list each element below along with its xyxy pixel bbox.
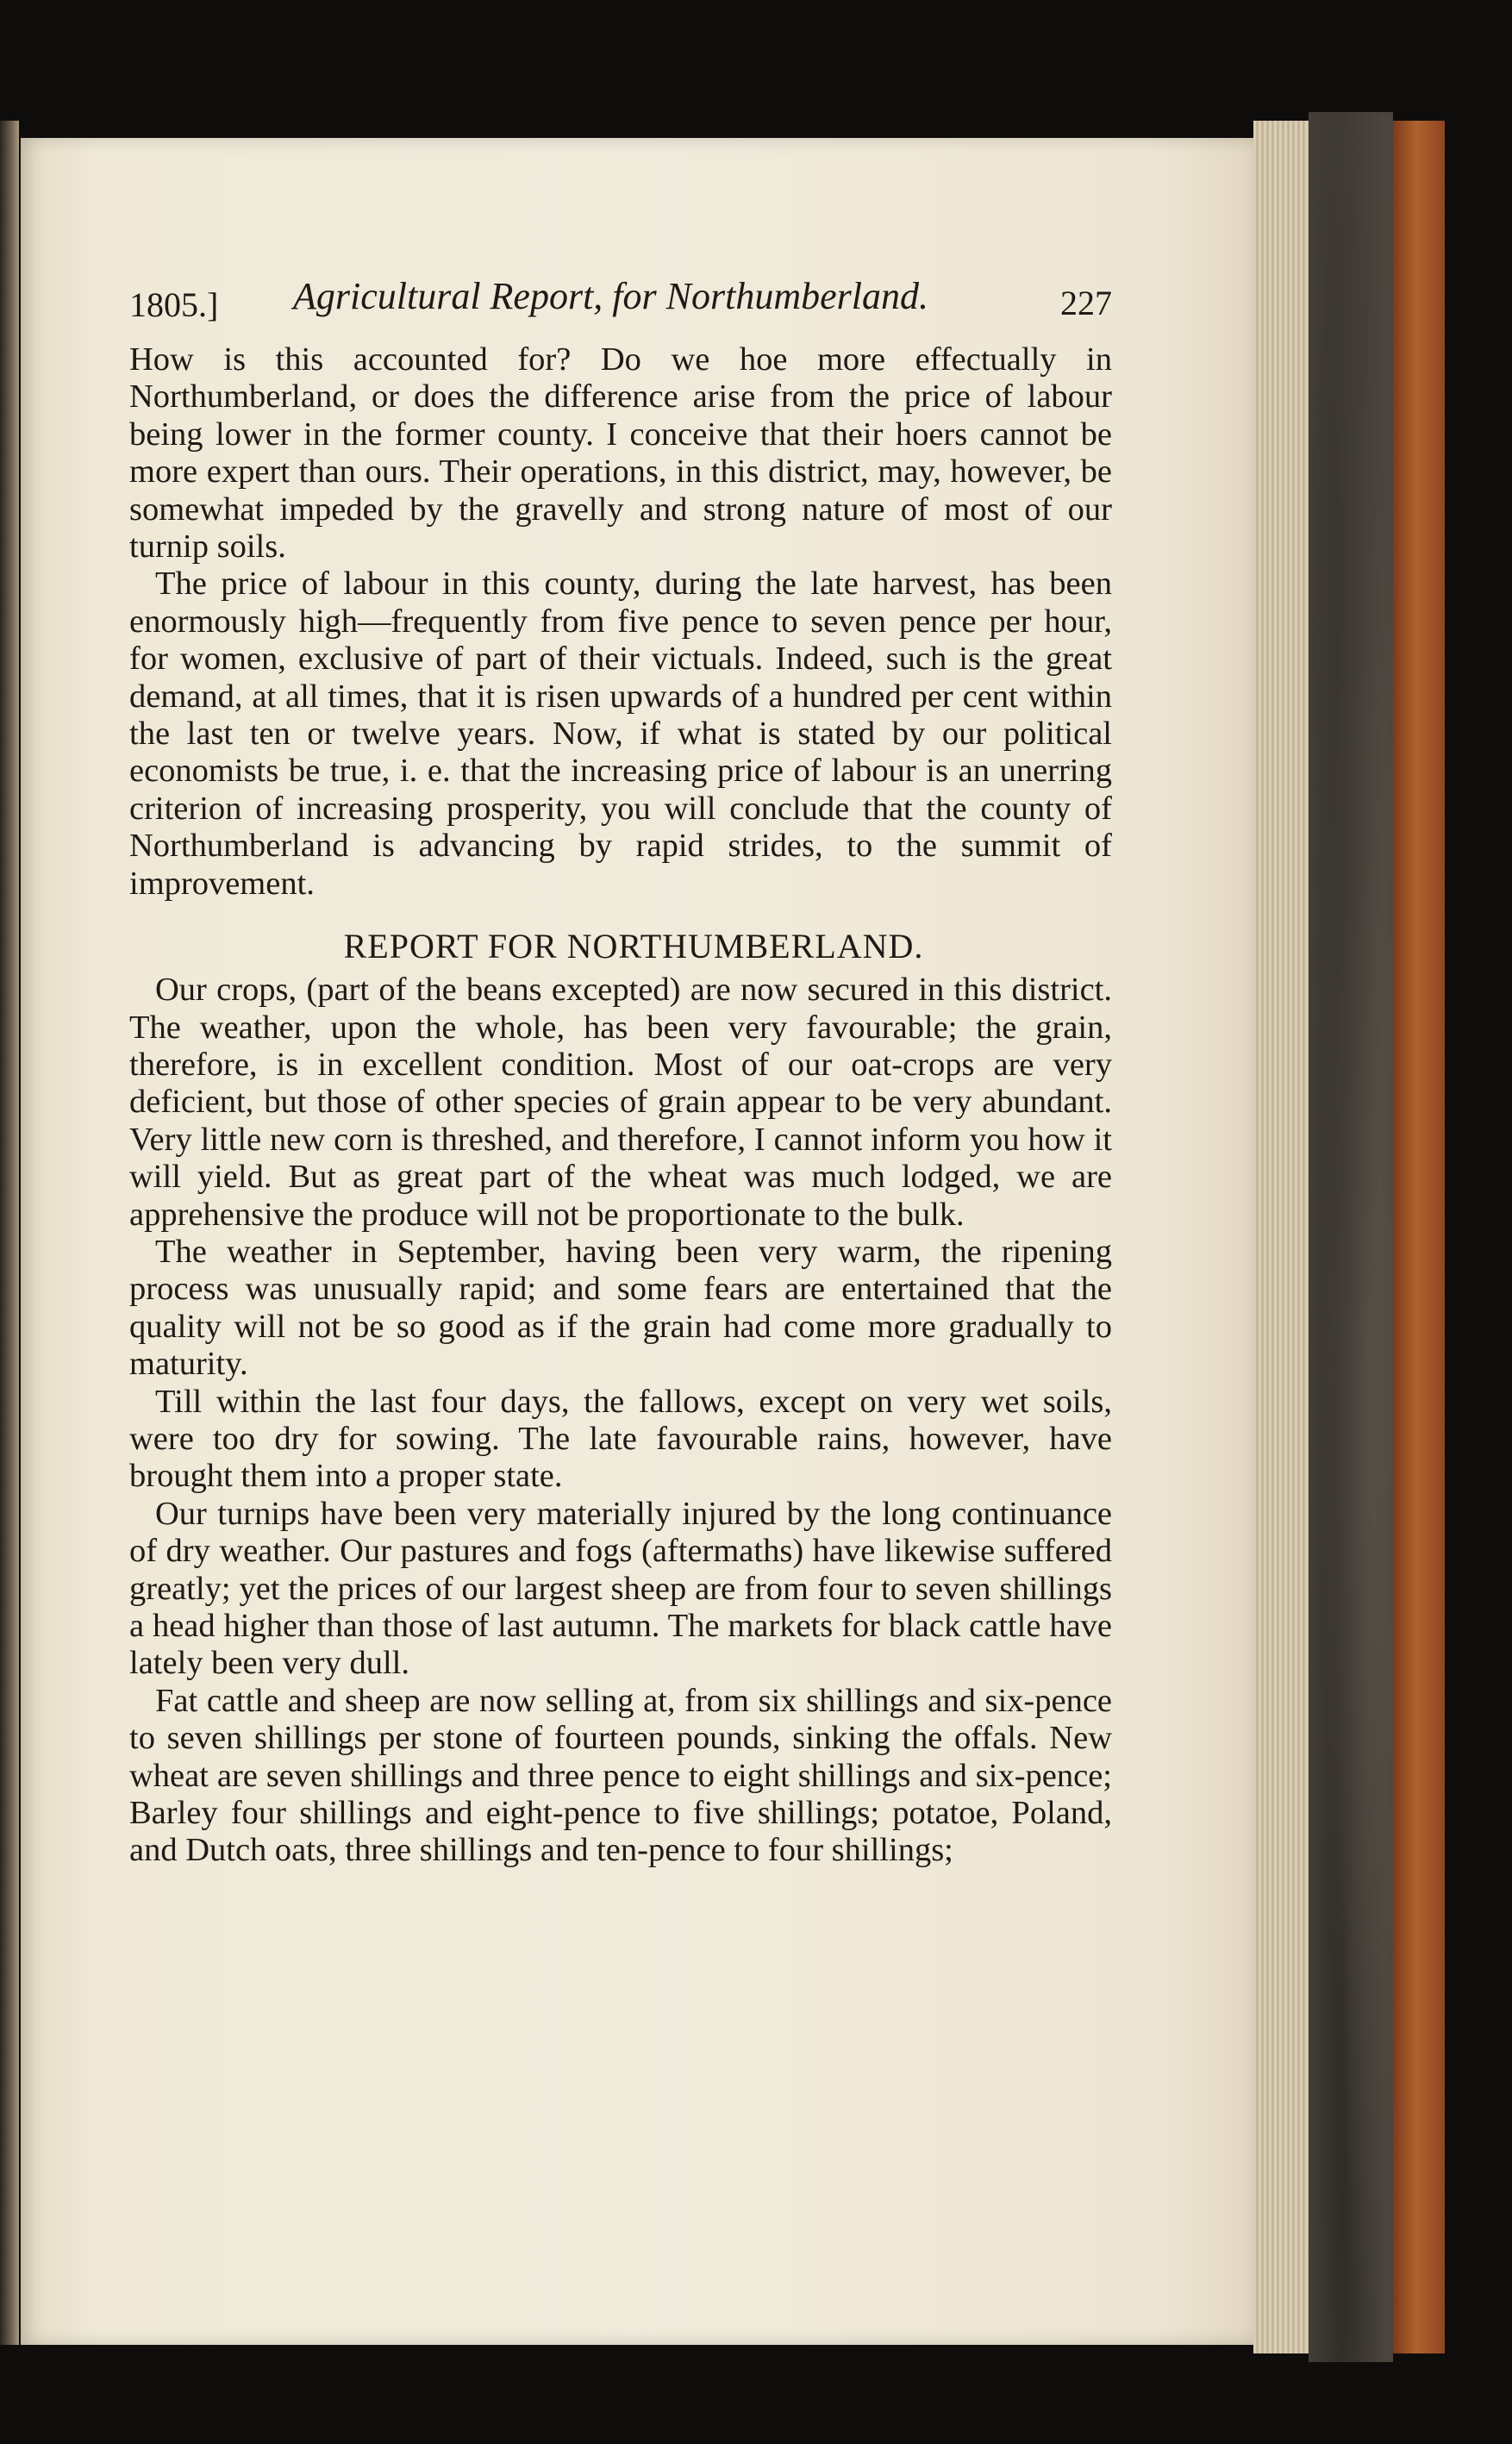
paragraph: How is this accounted for? Do we hoe more effectually in Northumberland, or does the difference arise from the price of labour being lower in the former county. I conceive that their hoers cannot be more expert than ours. Their operations, in this district, may, however, be somewhat impeded by the gravelly and strong nature of most of our turnip soils. bbox=[129, 341, 1112, 566]
header-title: Agricultural Report, for Northumberland. bbox=[293, 275, 928, 317]
report-paragraph: The weather in September, having been very warm, the ripening process was unusually rapid; and some fears are entertained that the quality will not be so good as if the grain had come more gradually to maturity. bbox=[129, 1233, 1112, 1383]
report-paragraph: Our crops, (part of the beans excepted) are now secured in this district. The weather, upon the whole, has been very favourable; the grain, therefore, is in excellent condition. Most of our oat-crops are very deficient, but those of other species of grain appear to be very abundant. Very little new corn is threshed, and therefore, I cannot inform you how it will yield. But as great part of the wheat was much lodged, we are apprehensive the produce will not be proportionate to the bulk. bbox=[129, 972, 1112, 1233]
page-number: 227 bbox=[1060, 284, 1112, 322]
section-heading: REPORT FOR NORTHUMBERLAND. bbox=[343, 927, 924, 966]
marbled-board bbox=[1309, 112, 1393, 2362]
report-paragraph: Till within the last four days, the fallows, except on very wet soils, were too dry for sowing. The late favourable rains, however, have brought them into a proper state. bbox=[129, 1383, 1112, 1495]
report-paragraph: Our turnips have been very materially injured by the long continuance of dry weather. Our pastures and fogs (aftermaths) have likewise suffered greatly; yet the prices of our largest sheep are from four to seven shillings a head higher than those of last autumn. The markets for black cattle have lately been very dull. bbox=[129, 1495, 1112, 1682]
paragraph: The price of labour in this county, during the late harvest, has been enormously high—frequently from five pence to seven pence per hour, for women, exclusive of part of their victuals. Indeed, such is the great demand, at all times, that it is risen upwards of a hundred per cent within the last ten or twelve years. Now, if what is stated by our political economists be true, i. e. that the increasing price of labour is an unerring criterion of increasing prosperity, you will conclude that the county of Northumberland is advancing by rapid strides, to the summit of improvement. bbox=[129, 566, 1112, 902]
left-page-edge bbox=[0, 121, 19, 2345]
header-year: 1805.] bbox=[129, 285, 219, 324]
report-paragraph: Fat cattle and sheep are now selling at, from six shillings and six-pence to seven shillings per stone of fourteen pounds, sinking the offals. New wheat are seven shillings and three pence to eight shillings and six-pence; Barley four shillings and eight-pence to five shillings; potatoe, Poland, and Dutch oats, three shillings and ten-pence to four shillings; bbox=[129, 1682, 1112, 1869]
leather-spine bbox=[1393, 121, 1445, 2353]
page-edges bbox=[1253, 121, 1309, 2353]
page-text bbox=[129, 274, 1112, 1870]
running-header bbox=[129, 274, 1112, 329]
